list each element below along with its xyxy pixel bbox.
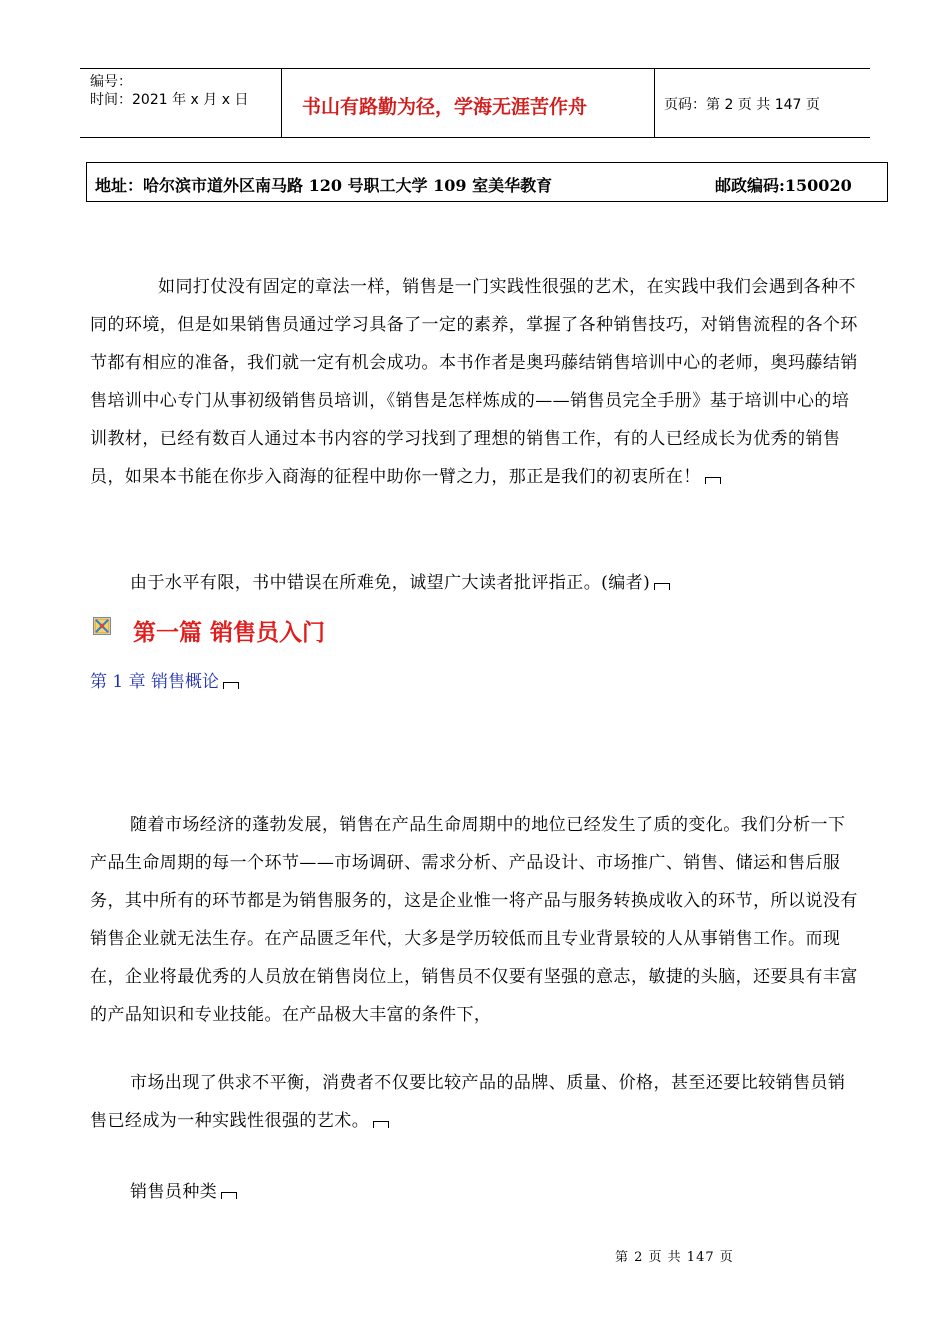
part-title: 第一篇 销售员入门 [133,620,326,646]
preface-paragraph [90,268,862,496]
broken-image-icon [93,617,111,635]
address-text: 地址：哈尔滨市道外区南马路 120 号职工大学 109 室美华教育 [95,176,553,195]
page-info: 页码：第 2 页 共 147 页 [664,97,820,113]
paragraph-text: 销售员种类 [130,1182,218,1202]
header-motto-cell [281,69,655,137]
paragraph-mark-icon [705,477,721,484]
paragraph-mark-icon [654,583,670,590]
paragraph-mark-icon [221,1192,237,1199]
header-meta-cell [80,69,280,137]
chapter-heading [90,667,239,692]
paragraph-mark-icon [373,1121,389,1128]
chapter-paragraph [90,1064,862,1140]
postcode-text: 邮政编码:150020 [715,176,852,195]
header-page-cell [654,69,870,137]
chapter-paragraph [90,806,862,1034]
section-label [90,1173,862,1211]
paragraph-text: 如同打仗没有固定的章法一样，销售是一门实践性很强的艺术，在实践中我们会遇到各种不同的环境，但是如果销售员通过学习具备了一定的素养，掌握了各种销售技巧，对销售流程的各个环节都有相应的准备，我们就一定有机会成功。本书作者是奥玛藤结销售培训中心的老师，奥玛藤结销售培训中心专门从事初级销售员培训，《销售是怎样炼成的——销售员完全手册》基于培训中心的培训教材，已经有数百人通过本书内容的学习找到了理想的销售工作，有的人已经成长为优秀的销售员，如果本书能在你步入商海的征程中助你一臂之力，那正是我们的初衷所在！ [90,277,858,487]
motto-text: 书山有路勤为径，学海无涯苦作舟 [302,96,588,118]
header-table [80,68,870,138]
page-footer: 第 2 页 共 147 页 [615,1250,734,1265]
paragraph-text: 由于水平有限，书中错误在所难免，诚望广大读者批评指正。(编者) [130,573,651,593]
errata-paragraph [90,564,862,602]
paragraph-text: 市场出现了供求不平衡，消费者不仅要比较产品的品牌、质量、价格，甚至还要比较销售员销售已经成为一种实践性很强的艺术。 [90,1073,846,1131]
paragraph-mark-icon [223,682,239,689]
chapter-title: 第 1 章 销售概论 [90,672,220,692]
time-label: 时间：2021 年 x 月 x 日 [90,92,249,108]
paragraph-text: 随着市场经济的蓬勃发展，销售在产品生命周期中的地位已经发生了质的变化。我们分析一下产品生命周期的每一个环节——市场调研、需求分析、产品设计、市场推广、销售、储运和售后服务，其中所有的环节都是为销售服务的，这是企业惟一将产品与服务转换成收入的环节，所以说没有销售企业就无法生存。在产品匮乏年代，大多是学历较低而且专业背景较的人从事销售工作。而现在，企业将最优秀的人员放在销售岗位上，销售员不仅要有坚强的意志，敏捷的头脑，还要具有丰富的产品知识和专业技能。在产品极大丰富的条件下， [90,815,858,1025]
address-box [86,162,888,202]
number-label: 编号： [90,74,132,90]
